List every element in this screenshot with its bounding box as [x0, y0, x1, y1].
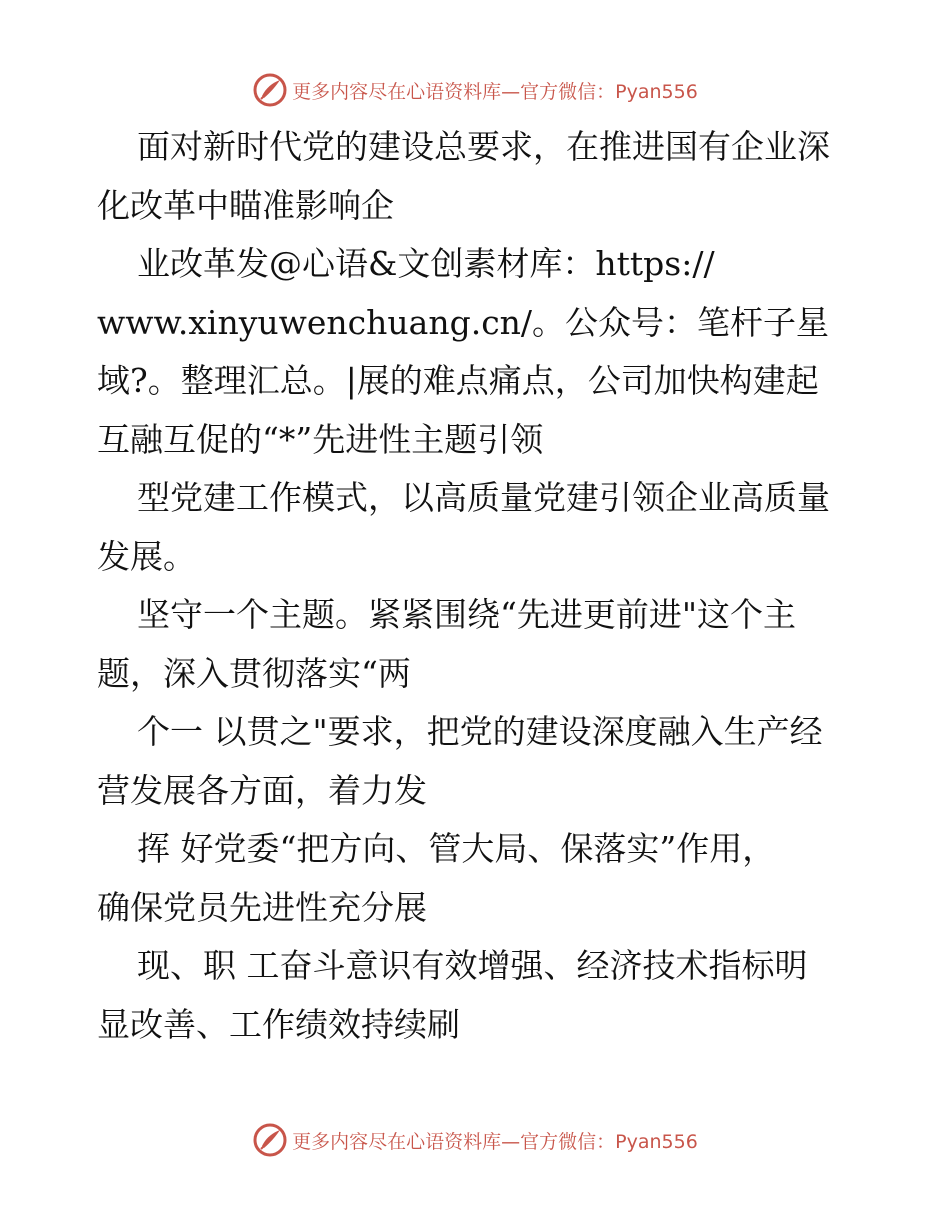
paragraph-4: [97, 586, 857, 703]
text-line: www.xinyuwenchuang.cn/。公众号：笔杆子星: [97, 302, 830, 342]
text-line: 业改革发@心语&文创素材库：https://: [137, 244, 715, 283]
footer-banner: [0, 1120, 950, 1160]
header-banner: [0, 70, 950, 110]
text-line: 显改善、工作绩效持续刷: [97, 1004, 460, 1044]
text-line: 个一 以贯之"要求，把党的建设深度融入生产经: [137, 712, 823, 751]
banner-text: 更多内容尽在心语资料库—官方微信：Pyan556: [292, 1130, 698, 1153]
text-line: 化改革中瞄准影响企: [97, 185, 394, 225]
paragraph-5: [97, 703, 857, 820]
paragraph-3: [97, 469, 857, 586]
paragraph-7: [97, 937, 857, 1054]
text-line: 面对新时代党的建设总要求，在推进国有企业深: [137, 127, 830, 166]
text-line: 型党建工作模式，以高质量党建引领企业高质量: [137, 478, 830, 517]
quill-seal-icon: [252, 72, 288, 108]
paragraph-1: [97, 118, 857, 235]
text-line: 确保党员先进性充分展: [97, 887, 427, 927]
text-line: 挥 好党委“把方向、管大局、保落实”作用，: [137, 829, 776, 868]
quill-seal-icon: [252, 1122, 288, 1158]
text-line: 发展。: [97, 536, 196, 576]
text-line: 互融互促的“*”先进性主题引领: [97, 419, 544, 459]
banner-text: 更多内容尽在心语资料库—官方微信：Pyan556: [292, 80, 698, 103]
paragraph-2: [97, 235, 857, 469]
text-line: 营发展各方面，着力发: [97, 770, 427, 810]
text-line: 坚守一个主题。紧紧围绕“先进更前进"这个主: [137, 595, 797, 634]
text-line: 题，深入贯彻落实“两: [97, 653, 411, 693]
paragraph-6: [97, 820, 857, 937]
text-line: 域?。整理汇总。|展的难点痛点，公司加快构建起: [97, 361, 819, 400]
text-line: 现、职 工奋斗意识有效增强、经济技术指标明: [137, 946, 808, 985]
document-body: [97, 118, 857, 1054]
